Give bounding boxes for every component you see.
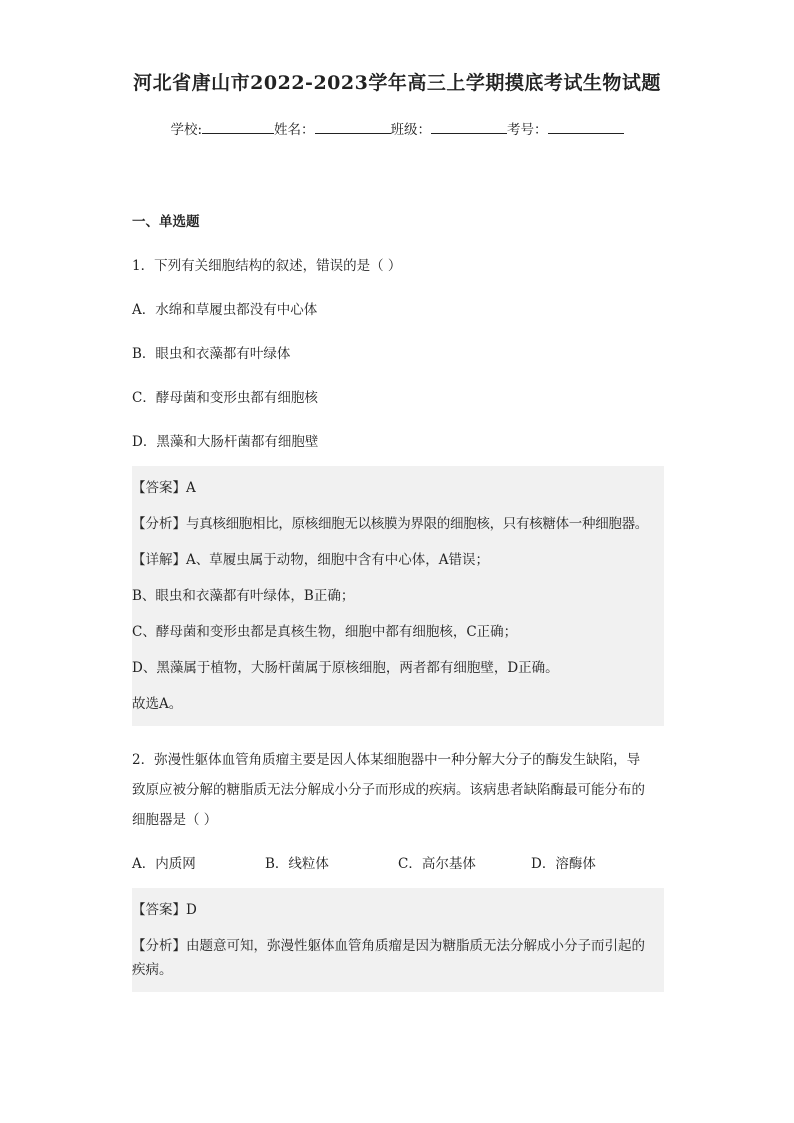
exam-number-blank bbox=[548, 119, 624, 134]
analysis-text: 与真核细胞相比，原核细胞无以核膜为界限的细胞核，只有核糖体一种细胞器。 bbox=[186, 516, 648, 532]
answer-tag: 【答案】 bbox=[132, 902, 186, 918]
exam-content bbox=[132, 198, 664, 992]
question-1-answer-box bbox=[132, 466, 664, 726]
question-1-detail-d: D、黑藻属于植物，大肠杆菌属于原核细胞，两者都有细胞壁，D正确。 bbox=[132, 660, 559, 676]
school-blank bbox=[202, 119, 274, 134]
class-blank bbox=[431, 119, 507, 134]
question-1-conclusion: 故选A。 bbox=[132, 696, 183, 712]
question-1-detail bbox=[132, 544, 664, 576]
answer-tag: 【答案】 bbox=[132, 480, 186, 496]
question-2-stem-line-3: 细胞器是（ ） bbox=[132, 812, 218, 828]
name-label: 姓名： bbox=[274, 122, 315, 138]
name-blank bbox=[315, 119, 391, 134]
school-label: 学校: bbox=[170, 122, 203, 138]
analysis-tag: 【分析】 bbox=[132, 516, 186, 532]
question-1-option-d: D．黑藻和大肠杆菌都有细胞壁 bbox=[132, 434, 319, 450]
question-2-analysis-cont: 疾病。 bbox=[132, 962, 173, 978]
analysis-tag: 【分析】 bbox=[132, 938, 186, 954]
question-2-stem-line-2: 致原应被分解的糖脂质无法分解成小分子而形成的疾病。该病患者缺陷酶最可能分布的 bbox=[132, 782, 645, 798]
question-2-answer-box bbox=[132, 888, 664, 992]
question-2-option-d: D．溶酶体 bbox=[531, 856, 596, 872]
section-title: 一、单选题 bbox=[132, 214, 200, 230]
question-2-analysis bbox=[132, 930, 664, 956]
class-label: 班级： bbox=[390, 122, 432, 138]
question-1-option-c: C．酵母菌和变形虫都有细胞核 bbox=[132, 390, 318, 406]
page-title: 河北省唐山市2022-2023学年高三上学期摸底考试生物试题 bbox=[133, 72, 661, 94]
question-1-option-a: A．水绵和草履虫都没有中心体 bbox=[132, 302, 318, 318]
question-2-stem-line-1: 2．弥漫性躯体血管角质瘤主要是因人体某细胞器中一种分解大分子的酶发生缺陷，导 bbox=[132, 752, 641, 768]
question-2-option-a: A．内质网 bbox=[132, 856, 196, 872]
question-1-detail-c: C、酵母菌和变形虫都是真核生物，细胞中都有细胞核，C正确； bbox=[132, 624, 518, 640]
question-1-stem: 1．下列有关细胞结构的叙述，错误的是（ ） bbox=[132, 258, 402, 274]
detail-text: A、草履虫属于动物，细胞中含有中心体，A错误； bbox=[186, 552, 489, 568]
answer-value: A bbox=[186, 480, 196, 496]
detail-tag: 【详解】 bbox=[132, 552, 186, 568]
question-2-options bbox=[132, 854, 664, 874]
question-2-option-c: C．高尔基体 bbox=[398, 856, 476, 872]
analysis-text: 由题意可知，弥漫性躯体血管角质瘤是因为糖脂质无法分解成小分子而引起的 bbox=[186, 938, 645, 954]
exam-number-label: 考号： bbox=[507, 122, 548, 138]
question-1-detail-b: B、眼虫和衣藻都有叶绿体，B正确； bbox=[132, 588, 355, 604]
question-1-option-b: B．眼虫和衣藻都有叶绿体 bbox=[132, 346, 291, 362]
question-1-answer bbox=[132, 472, 664, 504]
question-2-option-b: B．线粒体 bbox=[265, 856, 329, 872]
question-1-analysis bbox=[132, 508, 664, 540]
question-2-answer bbox=[132, 894, 664, 926]
student-info-line bbox=[0, 118, 794, 138]
answer-value: D bbox=[186, 902, 197, 918]
